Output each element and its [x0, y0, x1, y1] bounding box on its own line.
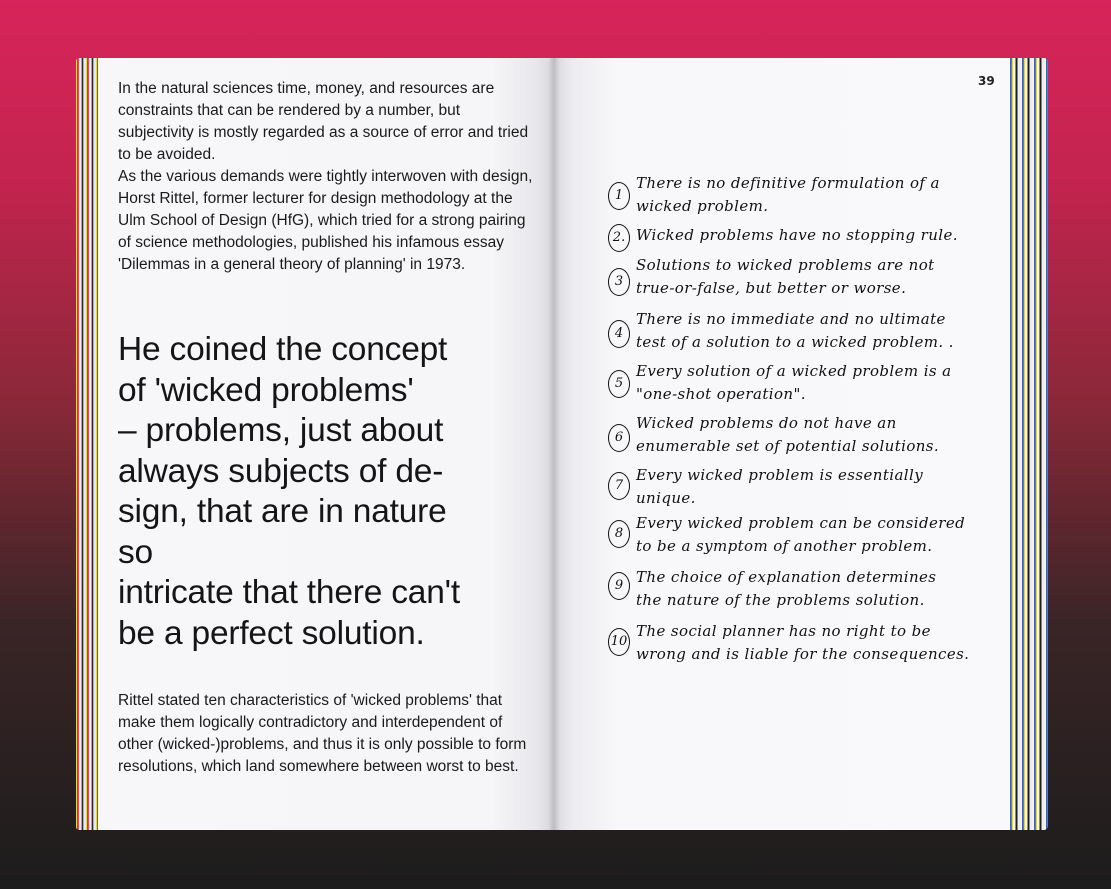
list-item [608, 172, 988, 222]
number-circle: 2. [608, 224, 630, 252]
book-gutter [548, 58, 560, 830]
handwritten-line: unique. [636, 489, 696, 507]
handwritten-line: the nature of the problems solution. [636, 591, 925, 609]
list-item [608, 620, 988, 670]
number-circle: 4 [608, 320, 630, 348]
number-circle: 8 [608, 520, 630, 548]
list-item [608, 566, 988, 616]
list-item [608, 254, 988, 304]
number-circle: 9 [608, 572, 630, 600]
number-circle: 3 [608, 268, 630, 296]
handwritten-line: The social planner has no right to be [636, 622, 931, 640]
handwritten-line: test of a solution to a wicked problem. . [636, 333, 954, 351]
handwritten-line: Wicked problems have no stopping rule. [636, 226, 958, 244]
closing-paragraph: Rittel stated ten characteristics of 'wicked problems' that make them logically contradictory and interdependent of other (wicked-)problems, and thus it is only possible to form resolutions, which land somewhere between worst to best. [118, 692, 527, 775]
pull-quote-line: – problems, just about [118, 412, 444, 449]
pull-quote-line: of 'wicked problems' [118, 371, 414, 409]
list-item [608, 308, 988, 358]
handwritten-line: enumerable set of potential solutions. [636, 437, 940, 455]
list-item [608, 360, 988, 410]
handwritten-line: wicked problem. [636, 197, 769, 215]
handwritten-line: true-or-false, but better or worse. [636, 279, 907, 297]
handwritten-line: There is no immediate and no ultimate [636, 310, 946, 328]
handwritten-line: to be a symptom of another problem. [636, 537, 933, 555]
paragraph-1: In the natural sciences time, money, and resources are constraints that can be rendered by a number, but subjectivity is mostly regarded as a source of error and tried to be avoided. [118, 80, 529, 163]
handwritten-line: Every wicked problem is essentially [636, 466, 924, 484]
pull-quote-line: sign, that are in nature [118, 493, 447, 530]
pull-quote-line: He coined the concept [118, 331, 448, 368]
pull-quote-line: be a perfect solution. [118, 614, 425, 652]
book-page-edges-right [1008, 58, 1048, 830]
pull-quote-line: always subjects of de- [118, 452, 444, 490]
intro-text [118, 78, 538, 276]
pull-quote [118, 330, 538, 654]
handwritten-line: There is no definitive formulation of a [636, 174, 940, 192]
pull-quote-line: so [118, 533, 153, 571]
list-item [608, 464, 988, 514]
pull-quote-line: intricate that there can't [118, 574, 460, 611]
page-number: 39 [978, 74, 995, 88]
number-circle: 7 [608, 472, 630, 500]
handwritten-line: The choice of explanation determines [636, 568, 937, 586]
handwritten-line: Every wicked problem can be considered [636, 514, 966, 532]
number-circle: 10 [608, 628, 630, 656]
number-circle: 6 [608, 424, 630, 452]
list-item [608, 512, 988, 562]
handwritten-line: Wicked problems do not have an [636, 414, 897, 432]
paragraph-2: As the various demands were tightly interwoven with design, Horst Rittel, former lecturer for design methodology at the Ulm School of Design (HfG), which tried for a strong pairing of science methodologies, published his infamous essay 'Dilemmas in a general theory of planning' in 1973. [118, 168, 533, 273]
list-item [608, 412, 988, 462]
number-circle: 1 [608, 182, 630, 210]
handwritten-line: "one-shot operation". [636, 385, 806, 403]
number-circle: 5 [608, 370, 630, 398]
handwritten-line: Every solution of a wicked problem is a [636, 362, 952, 380]
handwritten-line: wrong and is liable for the consequences. [636, 645, 970, 663]
handwritten-line: Solutions to wicked problems are not [636, 256, 935, 274]
